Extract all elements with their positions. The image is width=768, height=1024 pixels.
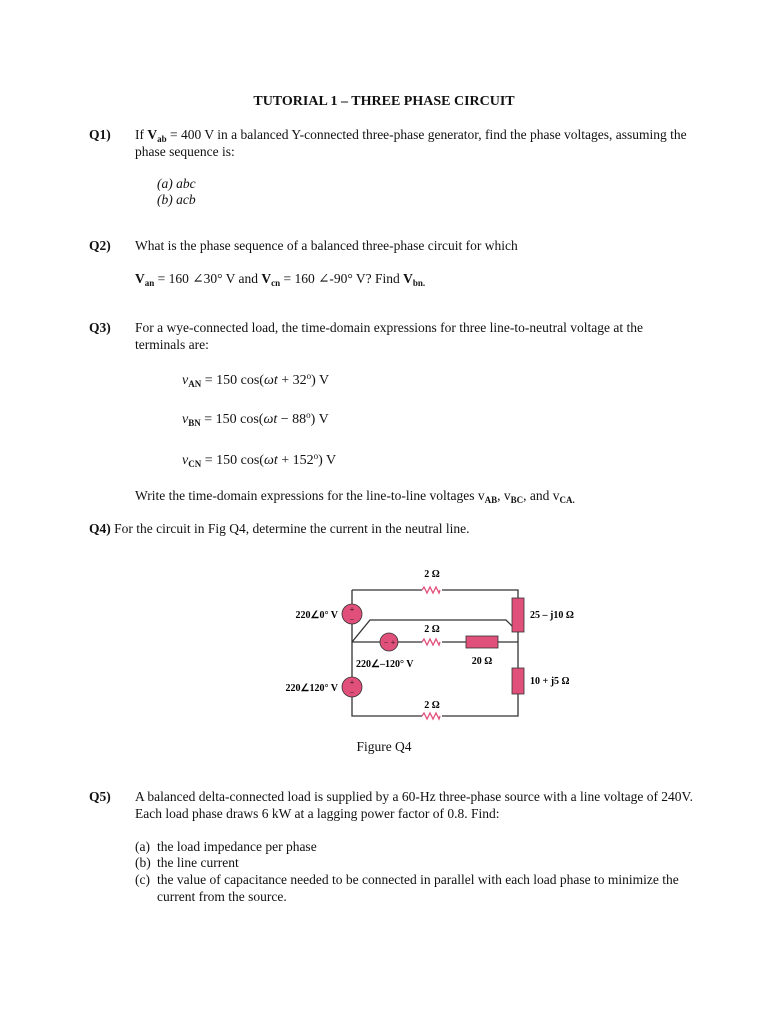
label-r-20: 20 Ω <box>471 656 493 667</box>
label-src2: 220∠–120° V <box>356 659 414 670</box>
impedance-bot <box>512 668 524 694</box>
figure-caption: Figure Q4 <box>356 739 412 754</box>
q5-item-c: (c) the value of capacitance needed to be connected in parallel with each load phase to minimize the current from the source. <box>135 872 679 904</box>
svg-text:+: + <box>349 605 355 614</box>
source-3 <box>342 677 362 697</box>
label-r-bot: 2 Ω <box>424 700 440 711</box>
label-src1: 220∠0° V <box>295 610 338 621</box>
label-r-mid: 2 Ω <box>424 624 440 635</box>
q2-text: What is the phase sequence of a balanced three-phase circuit for which <box>135 238 518 253</box>
q5-label: Q5) <box>89 789 111 804</box>
q2-equation: $V_{an} = 160$ ∠30° V and $V_{cn} = 160$ ∠-90° V? Find $V_{bn.}$ <box>135 271 426 288</box>
q2-label: Q2) <box>89 238 111 253</box>
q5-text: A balanced delta-connected load is supplied by a 60-Hz three-phase source with a line voltage of 240V. Each load phase draws 6 kW at a lagging power factor of 0.8. Find: <box>135 789 693 821</box>
resistor-2ohm-mid <box>422 639 440 645</box>
label-z-bot: 10 + j5 Ω <box>530 676 570 687</box>
q3-equation-cn: $v_{CN} = 150$ $\cos(\omega t + 152^o)$ V <box>182 451 337 469</box>
q1-item-a: (a) abc <box>157 176 196 191</box>
q5-item-b: (b) the line current <box>135 855 239 870</box>
source-2 <box>380 633 398 651</box>
resistor-2ohm-top <box>422 587 440 593</box>
q3-label: Q3) <box>89 320 111 335</box>
resistor-20ohm <box>466 636 498 648</box>
label-src3: 220∠120° V <box>285 683 338 694</box>
circuit-wires <box>349 590 518 716</box>
q3-instruction: Write the time-domain expressions for the line-to-line voltages $v_{AB}$, $v_{BC}$, and $v_{CA.}$ <box>135 488 575 505</box>
circuit-figure-q4 <box>270 560 590 730</box>
svg-text:+: + <box>390 638 396 647</box>
source-1 <box>342 604 362 624</box>
resistor-2ohm-bot <box>422 713 440 719</box>
svg-text:−: − <box>383 638 389 647</box>
svg-text:−: − <box>349 615 355 624</box>
q1-text: If $V_{ab} = 400$ V in a balanced Y-connected three-phase generator, find the phase voltages, assuming the phase sequence is: <box>135 127 687 159</box>
impedance-top <box>512 598 524 632</box>
svg-text:+: + <box>349 678 355 687</box>
label-r-top: 2 Ω <box>424 569 440 580</box>
q1-item-b: (b) acb <box>157 192 196 207</box>
label-z-top: 25 – j10 Ω <box>530 610 574 621</box>
svg-text:−: − <box>349 688 355 697</box>
q4-text: Q4) For the circuit in Fig Q4, determine the current in the neutral line. <box>89 521 470 536</box>
q5-item-a: (a) the load impedance per phase <box>135 839 317 854</box>
q3-text: For a wye-connected load, the time-domain expressions for three line-to-neutral voltage at the terminals are: <box>135 320 643 352</box>
q3-equation-bn: $v_{BN} = 150$ $\cos(\omega t - 88^o)$ V <box>182 410 329 428</box>
page-title: TUTORIAL 1 – THREE PHASE CIRCUIT <box>253 94 515 109</box>
q3-equation-an: $v_{AN} = 150$ $\cos(\omega t + 32^o)$ V <box>182 371 330 389</box>
q1-label: Q1) <box>89 127 111 142</box>
